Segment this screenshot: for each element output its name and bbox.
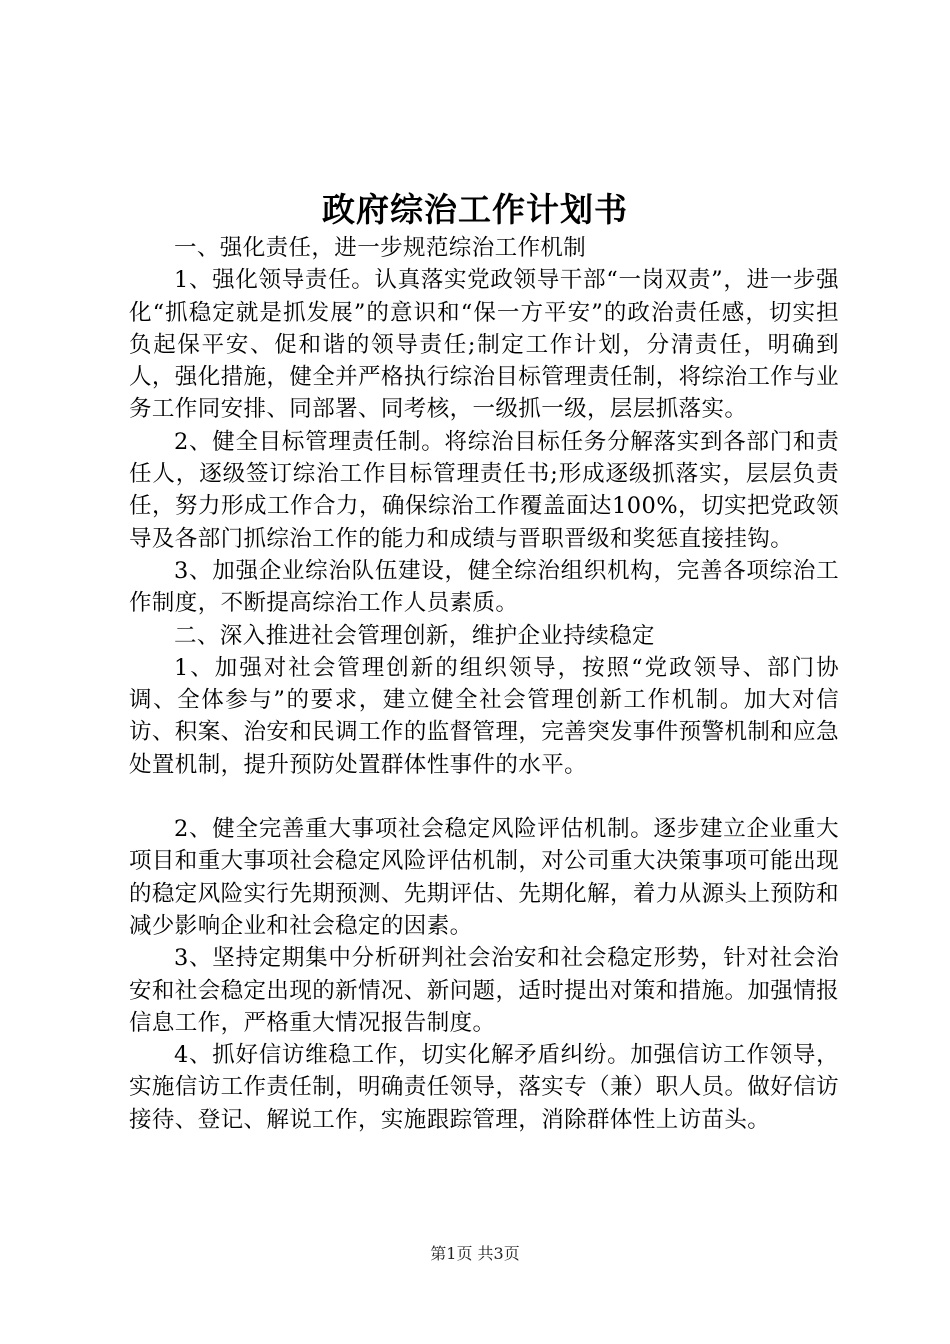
page-number-footer: 第1页 共3页 — [430, 1244, 520, 1263]
paragraph: 2、健全完善重大事项社会稳定风险评估机制。逐步建立企业重大项目和重大事项社会稳定风险评估机制，对公司重大决策事项可能出现的稳定风险实行先期预测、先期评估、先期化解，着力从源头上预防和减少影响企业和社会稳定的因素。 — [129, 816, 839, 939]
paragraph: 3、加强企业综治队伍建设，健全综治组织机构，完善各项综治工作制度，不断提高综治工作人员素质。 — [129, 557, 839, 617]
paragraph: 2、健全目标管理责任制。将综治目标任务分解落实到各部门和责任人，逐级签订综治工作目标管理责任书;形成逐级抓落实，层层负责任，努力形成工作合力，确保综治工作覆盖面达100%，切实把党政领导及各部门抓综治工作的能力和成绩与晋职晋级和奖惩直接挂钩。 — [129, 428, 839, 552]
section-heading: 二、深入推进社会管理创新，维护企业持续稳定 — [174, 622, 655, 649]
section-heading: 一、强化责任，进一步规范综治工作机制 — [174, 235, 587, 261]
document-title: 政府综治工作计划书 — [322, 190, 628, 229]
paragraph: 3、坚持定期集中分析研判社会治安和社会稳定形势，针对社会治安和社会稳定出现的新情况、新问题，适时提出对策和措施。加强情报信息工作，严格重大情况报告制度。 — [129, 945, 839, 1036]
paragraph: 1、加强对社会管理创新的组织领导，按照“党政领导、部门协调、全体参与”的要求，建立健全社会管理创新工作机制。加大对信访、积案、治安和民调工作的监督管理，完善突发事件预警机制和应急处置机制，提升预防处置群体性事件的水平。 — [129, 654, 839, 778]
paragraph: 1、强化领导责任。认真落实党政领导干部“一岗双责”，进一步强化“抓稳定就是抓发展”的意识和“保一方平安”的政治责任感，切实担负起保平安、促和谐的领导责任;制定工作计划，分清责任，明确到人，强化措施，健全并严格执行综治目标管理责任制，将综治工作与业务工作同安排、同部署、同考核，一级抓一级，层层抓落实。 — [129, 267, 839, 423]
document-body — [129, 232, 839, 1136]
paragraph: 4、抓好信访维稳工作，切实化解矛盾纠纷。加强信访工作领导，实施信访工作责任制，明确责任领导，落实专（兼）职人员。做好信访接待、登记、解说工作，实施跟踪管理，消除群体性上访苗头。 — [129, 1042, 839, 1133]
